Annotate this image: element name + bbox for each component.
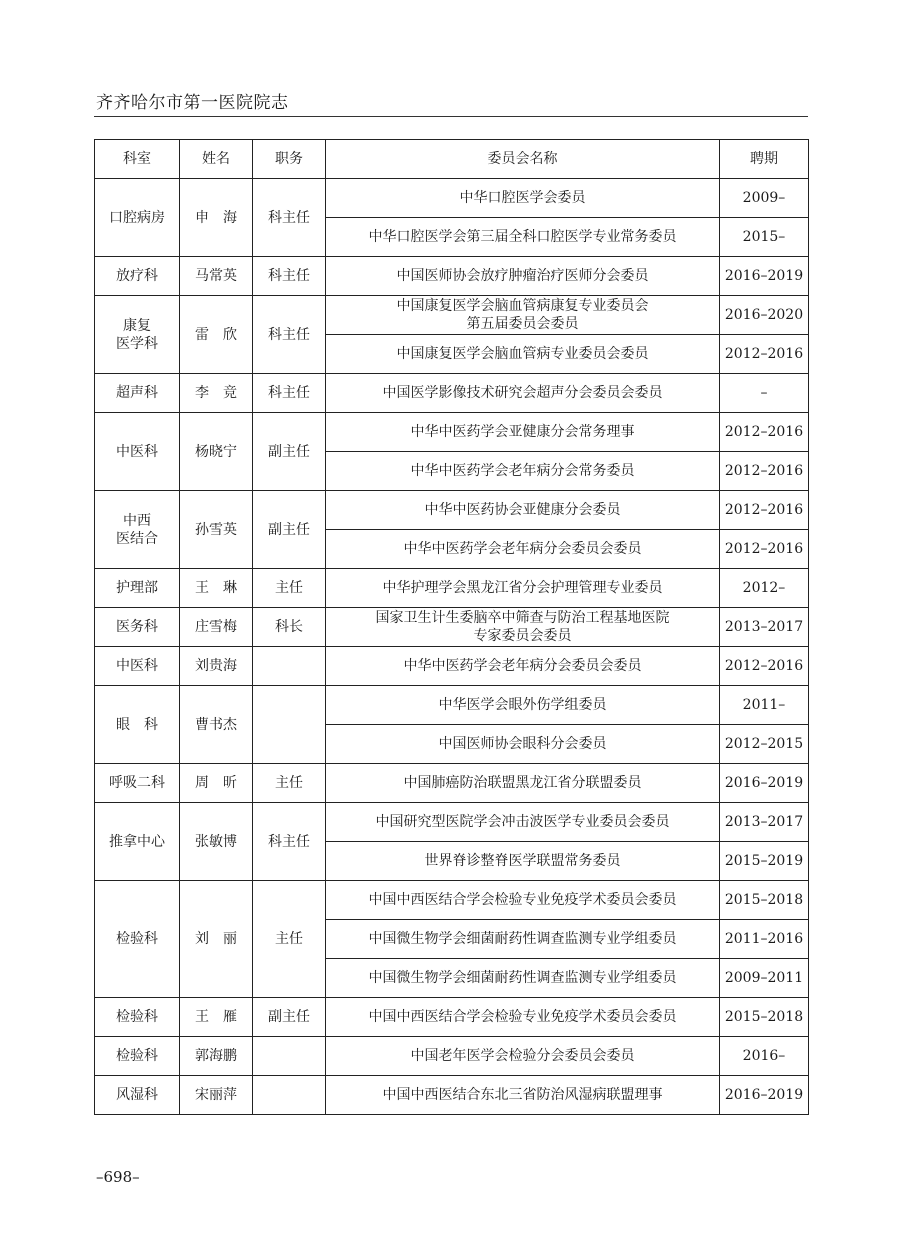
committee-cell: 中国研究型医院学会冲击波医学专业委员会委员 — [326, 803, 720, 842]
title-cell: 科主任 — [253, 179, 326, 257]
term-cell: 2012–2016 — [720, 647, 809, 686]
dept-cell: 检验科 — [95, 1037, 180, 1076]
dept-cell: 超声科 — [95, 374, 180, 413]
dept-cell: 呼吸二科 — [95, 764, 180, 803]
table-row — [95, 179, 809, 218]
term-cell: 2013–2017 — [720, 608, 809, 647]
table-row — [95, 413, 809, 452]
name-cell: 曹书杰 — [180, 686, 253, 764]
term-cell: 2015–2018 — [720, 998, 809, 1037]
name-cell: 周 昕 — [180, 764, 253, 803]
committee-cell: 中国医学影像技术研究会超声分会委员会委员 — [326, 374, 720, 413]
title-cell: 副主任 — [253, 491, 326, 569]
name-cell: 刘贵海 — [180, 647, 253, 686]
title-cell: 副主任 — [253, 998, 326, 1037]
title-cell: 主任 — [253, 569, 326, 608]
term-cell: 2012–2015 — [720, 725, 809, 764]
table-row — [95, 881, 809, 920]
dept-cell: 放疗科 — [95, 257, 180, 296]
committee-cell: 中国老年医学会检验分会委员会委员 — [326, 1037, 720, 1076]
dept-cell: 眼 科 — [95, 686, 180, 764]
committee-cell: 中华口腔医学会第三届全科口腔医学专业常务委员 — [326, 218, 720, 257]
title-cell: 科长 — [253, 608, 326, 647]
header-divider — [94, 116, 808, 117]
name-cell: 郭海鹏 — [180, 1037, 253, 1076]
committee-cell: 中华口腔医学会委员 — [326, 179, 720, 218]
committee-cell: 中国康复医学会脑血管病康复专业委员会 第五届委员会委员 — [326, 296, 720, 335]
term-cell: 2015–2019 — [720, 842, 809, 881]
term-cell: 2009– — [720, 179, 809, 218]
committee-cell: 中国医师协会眼科分会委员 — [326, 725, 720, 764]
table-row — [95, 1037, 809, 1076]
committee-cell: 中华中医药协会亚健康分会委员 — [326, 491, 720, 530]
dept-cell: 中西 医结合 — [95, 491, 180, 569]
name-cell: 杨晓宁 — [180, 413, 253, 491]
committee-cell: 中华中医药学会老年病分会委员会委员 — [326, 530, 720, 569]
committee-membership-table — [94, 139, 809, 1115]
term-cell: 2012–2016 — [720, 413, 809, 452]
table-body — [95, 179, 809, 1115]
header-term: 聘期 — [720, 140, 809, 179]
dept-cell: 中医科 — [95, 647, 180, 686]
committee-cell: 中华中医药学会老年病分会常务委员 — [326, 452, 720, 491]
dept-cell: 检验科 — [95, 881, 180, 998]
committee-cell: 国家卫生计生委脑卒中筛查与防治工程基地医院 专家委员会委员 — [326, 608, 720, 647]
committee-cell: 中华医学会眼外伤学组委员 — [326, 686, 720, 725]
committee-cell: 中国中西医结合学会检验专业免疫学术委员会委员 — [326, 998, 720, 1037]
name-cell: 申 海 — [180, 179, 253, 257]
page-number: –698– — [96, 1168, 140, 1186]
table-row — [95, 803, 809, 842]
term-cell: 2012–2016 — [720, 452, 809, 491]
table-row — [95, 647, 809, 686]
term-cell: 2013–2017 — [720, 803, 809, 842]
title-cell: 科主任 — [253, 296, 326, 374]
name-cell: 马常英 — [180, 257, 253, 296]
title-cell — [253, 686, 326, 764]
table-row — [95, 608, 809, 647]
term-cell: 2016–2019 — [720, 764, 809, 803]
header-committee: 委员会名称 — [326, 140, 720, 179]
name-cell: 孙雪英 — [180, 491, 253, 569]
term-cell: 2011– — [720, 686, 809, 725]
dept-cell: 口腔病房 — [95, 179, 180, 257]
term-cell: 2015– — [720, 218, 809, 257]
term-cell: 2012–2016 — [720, 530, 809, 569]
title-cell: 副主任 — [253, 413, 326, 491]
title-cell: 主任 — [253, 881, 326, 998]
committee-cell: 中国微生物学会细菌耐药性调查监测专业学组委员 — [326, 959, 720, 998]
table-row — [95, 686, 809, 725]
table-row — [95, 491, 809, 530]
dept-cell: 中医科 — [95, 413, 180, 491]
title-cell: 科主任 — [253, 257, 326, 296]
dept-cell: 康复 医学科 — [95, 296, 180, 374]
dept-cell: 护理部 — [95, 569, 180, 608]
dept-cell: 医务科 — [95, 608, 180, 647]
dept-cell: 推拿中心 — [95, 803, 180, 881]
name-cell: 王 雁 — [180, 998, 253, 1037]
term-cell: – — [720, 374, 809, 413]
committee-cell: 中国中西医结合东北三省防治风湿病联盟理事 — [326, 1076, 720, 1115]
committee-cell: 中华中医药学会亚健康分会常务理事 — [326, 413, 720, 452]
table-row — [95, 257, 809, 296]
header-title: 职务 — [253, 140, 326, 179]
title-cell: 主任 — [253, 764, 326, 803]
name-cell: 雷 欣 — [180, 296, 253, 374]
dept-cell: 风湿科 — [95, 1076, 180, 1115]
header-dept: 科室 — [95, 140, 180, 179]
name-cell: 宋丽萍 — [180, 1076, 253, 1115]
dept-cell: 检验科 — [95, 998, 180, 1037]
term-cell: 2016–2019 — [720, 257, 809, 296]
committee-cell: 中华中医药学会老年病分会委员会委员 — [326, 647, 720, 686]
table-header-row — [95, 140, 809, 179]
term-cell: 2016–2020 — [720, 296, 809, 335]
name-cell: 庄雪梅 — [180, 608, 253, 647]
title-cell — [253, 1076, 326, 1115]
term-cell: 2012–2016 — [720, 491, 809, 530]
title-cell: 科主任 — [253, 374, 326, 413]
committee-cell: 中国中西医结合学会检验专业免疫学术委员会委员 — [326, 881, 720, 920]
book-title: 齐齐哈尔市第一医院院志 — [96, 93, 289, 113]
term-cell: 2016– — [720, 1037, 809, 1076]
table-row — [95, 1076, 809, 1115]
name-cell: 张敏博 — [180, 803, 253, 881]
title-cell — [253, 647, 326, 686]
header-name: 姓名 — [180, 140, 253, 179]
table-row — [95, 998, 809, 1037]
name-cell: 王 琳 — [180, 569, 253, 608]
name-cell: 李 竞 — [180, 374, 253, 413]
term-cell: 2012–2016 — [720, 335, 809, 374]
title-cell — [253, 1037, 326, 1076]
term-cell: 2009–2011 — [720, 959, 809, 998]
committee-cell: 中国康复医学会脑血管病专业委员会委员 — [326, 335, 720, 374]
committee-cell: 中国肺癌防治联盟黑龙江省分联盟委员 — [326, 764, 720, 803]
table-row — [95, 296, 809, 335]
table-row — [95, 764, 809, 803]
title-cell: 科主任 — [253, 803, 326, 881]
name-cell: 刘 丽 — [180, 881, 253, 998]
term-cell: 2015–2018 — [720, 881, 809, 920]
committee-cell: 中国医师协会放疗肿瘤治疗医师分会委员 — [326, 257, 720, 296]
term-cell: 2011–2016 — [720, 920, 809, 959]
committee-cell: 中国微生物学会细菌耐药性调查监测专业学组委员 — [326, 920, 720, 959]
term-cell: 2016–2019 — [720, 1076, 809, 1115]
table-row — [95, 374, 809, 413]
term-cell: 2012– — [720, 569, 809, 608]
table-row — [95, 569, 809, 608]
committee-cell: 中华护理学会黑龙江省分会护理管理专业委员 — [326, 569, 720, 608]
committee-cell: 世界脊诊整脊医学联盟常务委员 — [326, 842, 720, 881]
